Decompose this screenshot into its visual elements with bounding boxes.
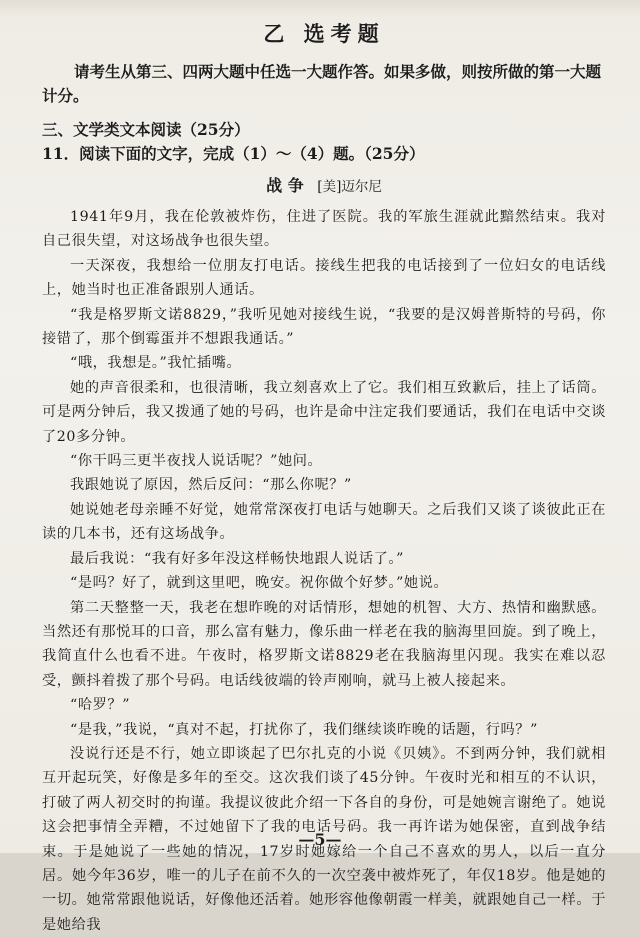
story-body — [42, 205, 606, 937]
story-paragraph: 最后我说：“我有好多年没这样畅快地跟人说话了。” — [70, 550, 404, 567]
bleed-through-text — [0, 0, 640, 18]
story-paragraph: 一天深夜，我想给一位朋友打电话。接线生把我的电话接到了一位妇女的电话线上，她当时也正准备跟别人通话。 — [42, 257, 606, 299]
story-paragraph: 没说行还是不行，她立即谈起了巴尔扎克的小说《贝姨》。不到两分钟，我们就相互开起玩笑，好像是多年的至交。这次我们谈了45分钟。午夜时光和相互的不认识，打破了两人初交时的拘谨。我提议彼此介绍一下各自的身份，可是她婉言谢绝了。她说这会把事情全弄糟，不过她留下了我的电话号码。我一再许诺为她保密，直到战争结束。于是她说了一些她的情况，17岁时她嫁给一个自己不喜欢的男人，以后一直分居。她今年36岁，唯一的儿子在前不久的一次空袭中被炸死了，年仅18岁。他是她的一切。她常常跟他说话，好像他还活着。她形容他像朝霞一样美，就跟她自己一样。于是她给我 — [42, 745, 606, 933]
story-paragraph: “哦，我想是。”我忙插嘴。 — [70, 355, 242, 372]
story-title: 战 争 — [266, 176, 304, 195]
part-heading: 三、文学类文本阅读（25分） — [42, 120, 250, 139]
story-paragraph: “是我，”我说，“真对不起，打扰你了，我们继续谈昨晚的话题，行吗？” — [70, 721, 538, 738]
section-title: 乙 选考题 — [263, 21, 385, 46]
story-paragraph: “是吗？好了，就到这里吧，晚安。祝你做个好梦。”她说。 — [70, 575, 449, 592]
instruction: 请考生从第三、四两大题中任选一大题作答。如果多做，则按所做的第一大题计分。 — [42, 62, 602, 105]
story-paragraph: 我跟她说了原因，然后反问：“那么你呢？” — [70, 477, 352, 494]
story-title-block — [42, 174, 606, 199]
story-paragraph: 第二天整整一天，我老在想昨晚的对话情形，想她的机智、大方、热情和幽默感。当然还有那悦耳的口音，那么富有魅力，像乐曲一样老在我的脑海里回旋。到了晚上，我简直什么也看不进。午夜时，格罗斯文诺8829老在我脑海里闪现。我实在难以忍受，颤抖着拨了那个号码。电话线彼端的铃声刚响，就马上被人接起来。 — [42, 599, 606, 689]
story-paragraph: “哈罗？” — [70, 697, 131, 714]
page-number: —5— — [298, 830, 342, 849]
story-author: [美]迈尔尼 — [317, 179, 382, 195]
story-paragraph: 她的声音很柔和，也很清晰，我立刻喜欢上了它。我们相互致歉后，挂上了话筒。可是两分钟后，我又拨通了她的号码，也许是命中注定我们要通话，我们在电话中交谈了20多分钟。 — [42, 379, 606, 445]
question-heading: 11．阅读下面的文字，完成（1）～（4）题。（25分） — [42, 144, 425, 163]
story-paragraph: 1941年9月，我在伦敦被炸伤，住进了医院。我的军旅生涯就此黯然结束。我对自己很失望，对这场战争也很失望。 — [42, 209, 606, 250]
story-paragraph: “你干吗三更半夜找人说话呢？”她问。 — [70, 453, 323, 470]
story-paragraph: “我是格罗斯文诺8829，”我听见她对接线生说，“我要的是汉姆普斯特的号码，你接错了，那个倒霉蛋并不想跟我通话。” — [42, 306, 606, 348]
story-paragraph: 她说她老母亲睡不好觉，她常常深夜打电话与她聊天。之后我们又谈了谈彼此正在读的几本书，还有这场战争。 — [42, 501, 606, 543]
